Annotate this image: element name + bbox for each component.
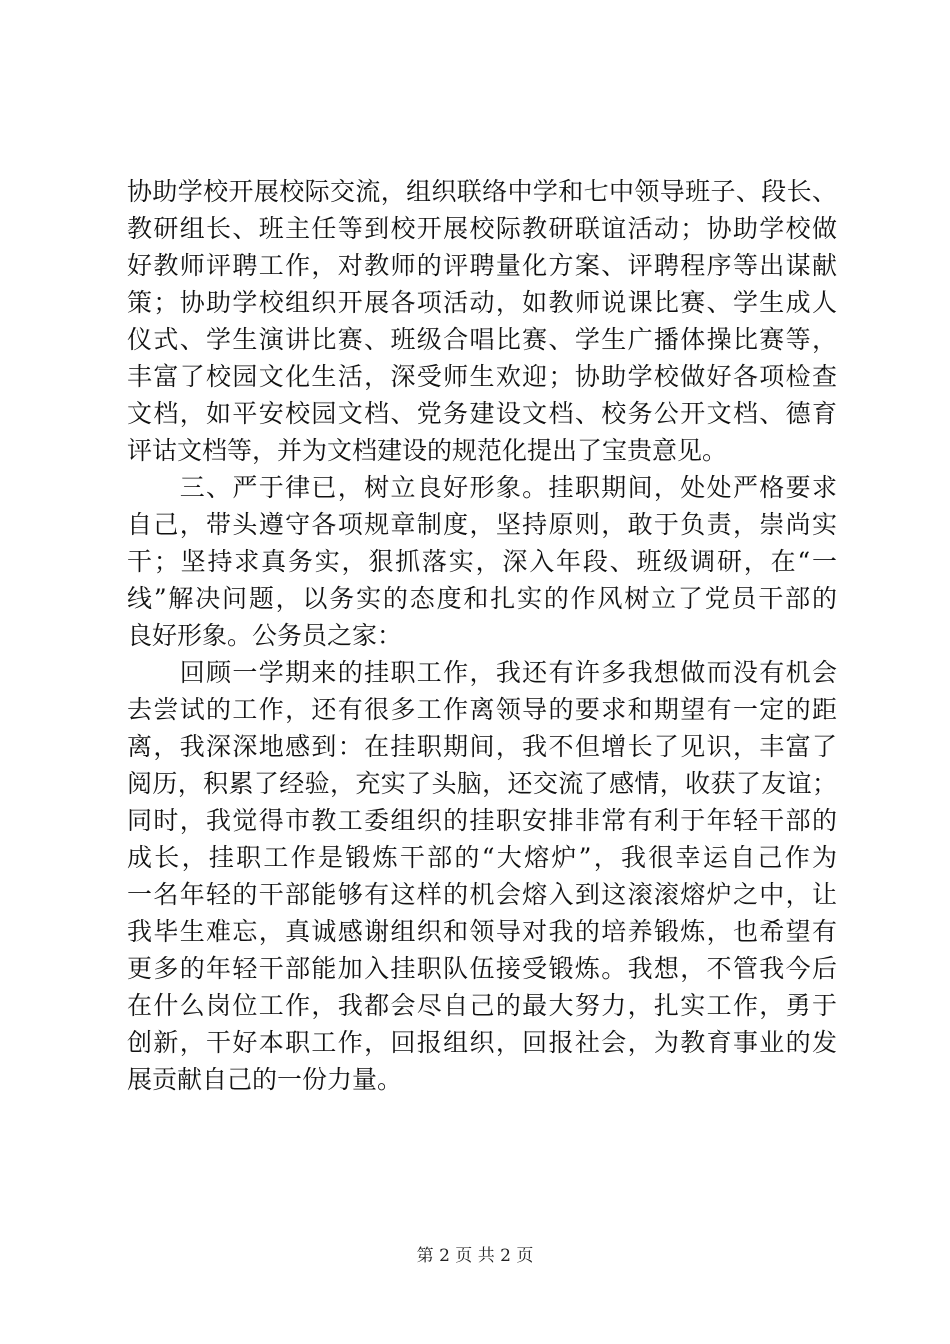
text-line: 线”解决问题，以务实的态度和扎实的作风树立了党员干部的: [127, 584, 837, 613]
text-line: 阅历，积累了经验，充实了头脑，还交流了感情，收获了友谊；: [127, 769, 837, 798]
text-line: 仪式、学生演讲比赛、班级合唱比赛、学生广播体操比赛等，: [127, 325, 837, 354]
text-line: 好教师评聘工作，对教师的评聘量化方案、评聘程序等出谋献: [127, 251, 837, 280]
text-line: 同时，我觉得市教工委组织的挂职安排非常有利于年轻干部的: [127, 806, 837, 835]
page-footer: 第 2 页 共 2 页: [416, 1246, 534, 1266]
text-line: 我毕生难忘，真诚感谢组织和领导对我的培养锻炼，也希望有: [127, 917, 837, 946]
text-line: 自己，带头遵守各项规章制度，坚持原则，敢于负责，崇尚实: [127, 510, 837, 539]
text-line: 在什么岗位工作，我都会尽自己的最大努力，扎实工作，勇于: [127, 991, 837, 1020]
text-line: 干；坚持求真务实，狠抓落实，深入年段、班级调研，在“一: [127, 547, 837, 576]
text-line: 良好形象。公务员之家：: [127, 621, 403, 650]
text-line: 回顾一学期来的挂职工作，我还有许多我想做而没有机会: [127, 658, 837, 687]
text-line: 创新，干好本职工作，回报组织，回报社会，为教育事业的发: [127, 1028, 837, 1057]
text-line: 三、严于律已，树立良好形象。挂职期间，处处严格要求: [127, 473, 837, 502]
text-line: 丰富了校园文化生活，深受师生欢迎；协助学校做好各项检查: [127, 362, 837, 391]
text-line: 展贡献自己的一份力量。: [127, 1065, 403, 1094]
document-body: [127, 173, 837, 1098]
text-line: 离，我深深地感到：在挂职期间，我不但增长了见识，丰富了: [127, 732, 837, 761]
text-line: 教研组长、班主任等到校开展校际教研联谊活动；协助学校做: [127, 214, 837, 243]
text-line: 策；协助学校组织开展各项活动，如教师说课比赛、学生成人: [127, 288, 837, 317]
text-line: 评诂文档等，并为文档建设的规范化提出了宝贵意见。: [127, 436, 728, 465]
text-line: 协助学校开展校际交流，组织联络中学和七中领导班子、段长、: [127, 177, 837, 206]
text-line: 一名年轻的干部能够有这样的机会熔入到这滚滚熔炉之中，让: [127, 880, 837, 909]
text-line: 成长，挂职工作是锻炼干部的“大熔炉”，我很幸运自己作为: [127, 843, 837, 872]
text-line: 去尝试的工作，还有很多工作离领导的要求和期望有一定的距: [127, 695, 837, 724]
text-line: 更多的年轻干部能加入挂职队伍接受锻炼。我想，不管我今后: [127, 954, 837, 983]
text-line: 文档，如平安校园文档、党务建设文档、校务公开文档、德育: [127, 399, 837, 428]
